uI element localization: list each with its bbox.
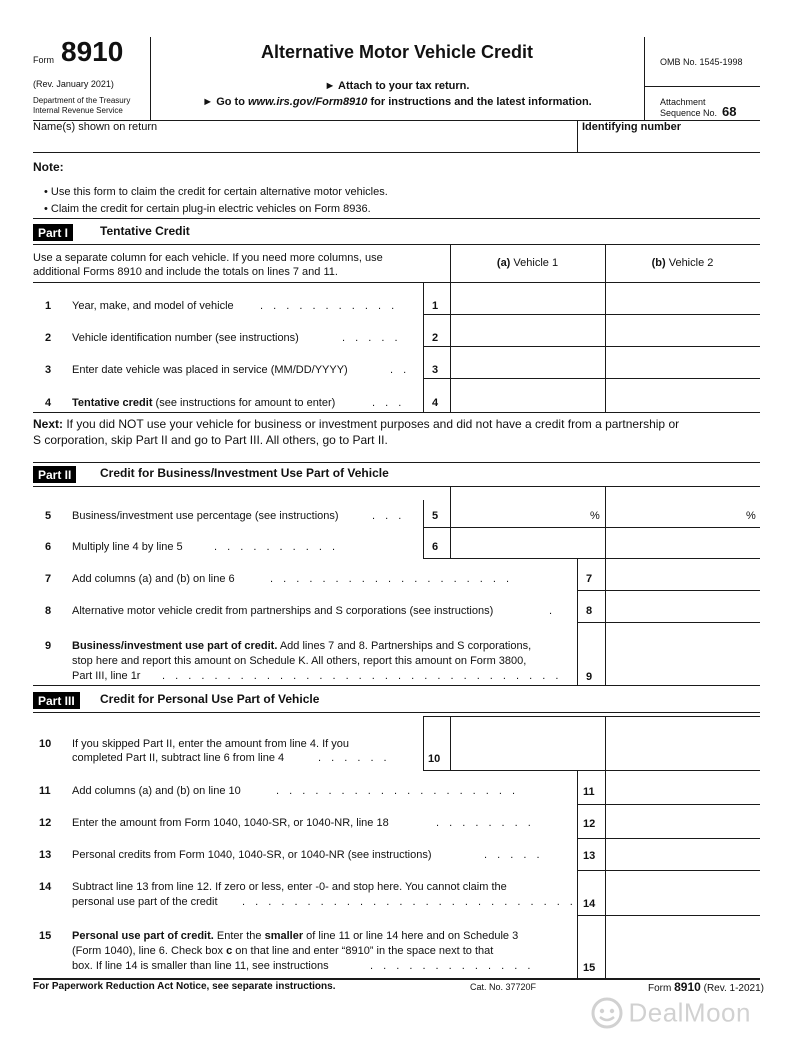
note-heading: Note:: [33, 160, 64, 174]
line-4-vehicle1-field[interactable]: [452, 380, 603, 410]
line-box-number: 6: [432, 541, 439, 553]
line-number: 13: [39, 849, 52, 861]
name-field[interactable]: [33, 134, 573, 152]
part1-title: Tentative Credit: [100, 224, 190, 238]
next-label: Next:: [33, 417, 64, 431]
column-a-header: [450, 257, 605, 269]
line-label: Enter date vehicle was placed in service (MM/DD/YYYY): [72, 364, 348, 376]
line-6-vehicle2-field[interactable]: [607, 529, 758, 556]
line-label-3: box. If line 14 is smaller than line 11, see instructions: [72, 960, 329, 972]
line-4-vehicle2-field[interactable]: [607, 380, 758, 410]
line-box-number: 10: [428, 753, 441, 765]
line-label: Year, make, and model of vehicle: [72, 300, 234, 312]
note-bullet-1: • Use this form to claim the credit for certain alternative motor vehicles.: [44, 186, 388, 198]
line-7-amount-field[interactable]: [607, 560, 758, 588]
line-number: 4: [45, 397, 52, 409]
percent-sign: %: [590, 510, 600, 522]
leader-dots: . . . . . . . . . .: [214, 541, 339, 553]
line-bold-letter: c: [226, 945, 233, 957]
leader-dots: . . . . . . . . . . . . . . . . . . . . . . . . . . . . . . .: [162, 670, 562, 682]
leader-dots: . . . . . . . .: [436, 817, 535, 829]
line-label-3: Part III, line 1r: [72, 670, 141, 682]
column-b-label: Vehicle 2: [668, 257, 714, 269]
attach-instruction: ► Attach to your tax return.: [324, 80, 470, 92]
revision-date: (Rev. January 2021): [33, 79, 114, 89]
attachment-label: Attachment: [660, 97, 706, 107]
line-number: 3: [45, 364, 52, 376]
form-number: 8910: [61, 36, 124, 67]
line-9-amount-field[interactable]: [607, 624, 758, 683]
line-bold-label: Business/investment use part of credit.: [72, 640, 278, 652]
line-3-vehicle1-field[interactable]: [452, 348, 603, 376]
line-label-rest: Enter the: [213, 930, 265, 942]
column-a-label: Vehicle 1: [513, 257, 559, 269]
line-2-vehicle2-field[interactable]: [607, 316, 758, 344]
line-box-number: 12: [583, 818, 596, 830]
part1-badge: Part I: [33, 224, 73, 241]
footer-form-number: 8910: [674, 980, 701, 994]
line-5-vehicle1-field[interactable]: [452, 502, 587, 526]
line-label: Multiply line 4 by line 5: [72, 541, 183, 553]
line-5-vehicle2-field[interactable]: [607, 502, 742, 526]
line-box-number: 8: [586, 605, 593, 617]
line-14-amount-field[interactable]: [607, 872, 758, 913]
watermark-text: DealMoon: [628, 997, 751, 1028]
line-box-number: 5: [432, 510, 439, 522]
goto-suffix: for instructions and the latest information.: [367, 96, 592, 108]
line-label: Add columns (a) and (b) on line 10: [72, 785, 241, 797]
line-number: 12: [39, 817, 52, 829]
irs-link[interactable]: www.irs.gov/Form8910: [248, 96, 368, 108]
line-number: 2: [45, 332, 52, 344]
identifying-number-label: Identifying number: [582, 121, 681, 133]
line-label-1: Subtract line 13 from line 12. If zero or less, enter -0- and stop here. You cannot claim the: [72, 881, 507, 893]
part2-badge: Part II: [33, 466, 76, 483]
footer-revision: (Rev. 1-2021): [703, 983, 765, 994]
footer-form-id: [648, 980, 764, 994]
leader-dots: . . . . . . . . . . . . . . . . . . . . . . . . . .: [242, 896, 577, 908]
line-label-1: If you skipped Part II, enter the amount from line 4. If you: [72, 738, 349, 750]
line-1-vehicle2-field[interactable]: [607, 284, 758, 312]
leader-dots: .: [549, 605, 556, 617]
line-box-number: 4: [432, 397, 439, 409]
part3-title: Credit for Personal Use Part of Vehicle: [100, 692, 320, 706]
line-15-amount-field[interactable]: [607, 917, 758, 977]
leader-dots: . . . . .: [484, 849, 544, 861]
line-11-amount-field[interactable]: [607, 772, 758, 802]
name-label: Name(s) shown on return: [33, 121, 158, 133]
goto-prefix: ► Go to: [202, 96, 248, 108]
leader-dots: . . . . . . . . . . . . . . . . . . .: [276, 785, 519, 797]
line-8-amount-field[interactable]: [607, 592, 758, 620]
goto-instruction: [150, 96, 644, 108]
percent-sign: %: [746, 510, 756, 522]
line-number: 6: [45, 541, 52, 553]
leader-dots: . . . . . .: [318, 752, 391, 764]
line-label: Business/investment use percentage (see instructions): [72, 510, 339, 522]
form-title: Alternative Motor Vehicle Credit: [260, 42, 534, 62]
line-number: 11: [39, 785, 51, 797]
line-number: 1: [45, 300, 52, 312]
identifying-number-field[interactable]: [582, 134, 758, 152]
line-box-number: 9: [586, 671, 593, 683]
column-a-letter: (a): [496, 257, 511, 269]
line-10-vehicle1-field[interactable]: [452, 718, 603, 768]
leader-dots: . . .: [372, 397, 405, 409]
line-number: 15: [39, 930, 52, 942]
line-label-2: personal use part of the credit: [72, 896, 218, 908]
line-bold-label: Tentative credit: [72, 397, 153, 409]
line-number: 8: [45, 605, 52, 617]
line-label-rest: Add lines 7 and 8. Partnerships and S corporations,: [277, 640, 532, 652]
line-number: 5: [45, 510, 52, 522]
line-label: Vehicle identification number (see instructions): [72, 332, 299, 344]
leader-dots: . . . . . . . . . . .: [260, 300, 398, 312]
line-label-2: [72, 945, 493, 957]
line-10-vehicle2-field[interactable]: [607, 718, 758, 768]
leader-dots: . .: [390, 364, 410, 376]
line-label: Alternative motor vehicle credit from partnerships and S corporations (see instructions): [72, 605, 494, 617]
footer-form-word: Form: [648, 983, 672, 994]
line-box-number: 7: [586, 573, 593, 585]
part3-badge: Part III: [33, 692, 80, 709]
line-box-number: 1: [432, 300, 439, 312]
line-box-number: 2: [432, 332, 439, 344]
part1-intro-line2: additional Forms 8910 and include the totals on lines 7 and 11.: [33, 266, 338, 278]
line-label: Personal credits from Form 1040, 1040-SR, or 1040-NR (see instructions): [72, 849, 432, 861]
line-label-2: stop here and report this amount on Schedule K. All others, report this amount on Form 3800,: [72, 655, 527, 667]
line-box-number: 14: [583, 898, 596, 910]
leader-dots: . . . . .: [342, 332, 402, 344]
line-6-vehicle1-field[interactable]: [452, 529, 603, 556]
part2-title: Credit for Business/Investment Use Part of Vehicle: [100, 466, 389, 480]
watermark: [590, 996, 751, 1030]
column-b-header: [605, 257, 760, 269]
line-label-rest: on that line and enter “8910” in the space next to that: [232, 945, 494, 957]
line-number: 7: [45, 573, 52, 585]
line-number: 10: [39, 738, 52, 750]
next-instruction-line1: [33, 417, 679, 431]
line-number: 9: [45, 640, 52, 652]
department-line2: Internal Revenue Service: [33, 106, 123, 115]
line-label-1: [72, 640, 531, 652]
note-bullet-2: • Claim the credit for certain plug-in electric vehicles on Form 8936.: [44, 203, 371, 215]
line-label-rest: of line 11 or line 14 here and on Schedule 3: [303, 930, 519, 942]
paperwork-notice: For Paperwork Reduction Act Notice, see separate instructions.: [33, 981, 336, 992]
line-label-rest: (see instructions for amount to enter): [152, 397, 336, 409]
form-word: Form: [33, 55, 54, 65]
omb-number: OMB No. 1545-1998: [660, 57, 743, 67]
line-number: 14: [39, 881, 52, 893]
leader-dots: . . .: [372, 510, 405, 522]
catalog-number: Cat. No. 37720F: [470, 982, 537, 992]
line-bold-label: Personal use part of credit.: [72, 930, 214, 942]
line-label-2: completed Part II, subtract line 6 from line 4: [72, 752, 285, 764]
sequence-number: 68: [722, 104, 737, 119]
next-text: If you did NOT use your vehicle for business or investment purposes and did not have a credit from a partnership or: [63, 417, 680, 431]
line-label: Enter the amount from Form 1040, 1040-SR, or 1040-NR, line 18: [72, 817, 389, 829]
line-bold-word: smaller: [264, 930, 304, 942]
line-box-number: 15: [583, 962, 596, 974]
line-label-rest: (Form 1040), line 6. Check box: [72, 945, 227, 957]
part1-intro-line1: Use a separate column for each vehicle. If you need more columns, use: [33, 252, 383, 264]
line-box-number: 13: [583, 850, 596, 862]
department-line1: Department of the Treasury: [33, 96, 131, 105]
line-12-amount-field[interactable]: [607, 806, 758, 836]
line-1-vehicle1-field[interactable]: [452, 284, 603, 312]
line-label: Add columns (a) and (b) on line 6: [72, 573, 235, 585]
sequence-label: Sequence No.: [660, 108, 718, 118]
line-3-vehicle2-field[interactable]: [607, 348, 758, 376]
line-box-number: 3: [432, 364, 439, 376]
column-b-letter: (b): [651, 257, 666, 269]
dealmoon-logo-icon: [590, 996, 624, 1030]
leader-dots: . . . . . . . . . . . . . . . . . . .: [270, 573, 513, 585]
line-label-1: [72, 930, 518, 942]
next-instruction-line2: S corporation, skip Part II and go to Part III. All others, go to Part II.: [33, 433, 388, 447]
line-13-amount-field[interactable]: [607, 840, 758, 868]
line-label: [72, 397, 335, 409]
leader-dots: . . . . . . . . . . . . .: [370, 960, 534, 972]
line-2-vehicle1-field[interactable]: [452, 316, 603, 344]
line-box-number: 11: [583, 786, 595, 798]
